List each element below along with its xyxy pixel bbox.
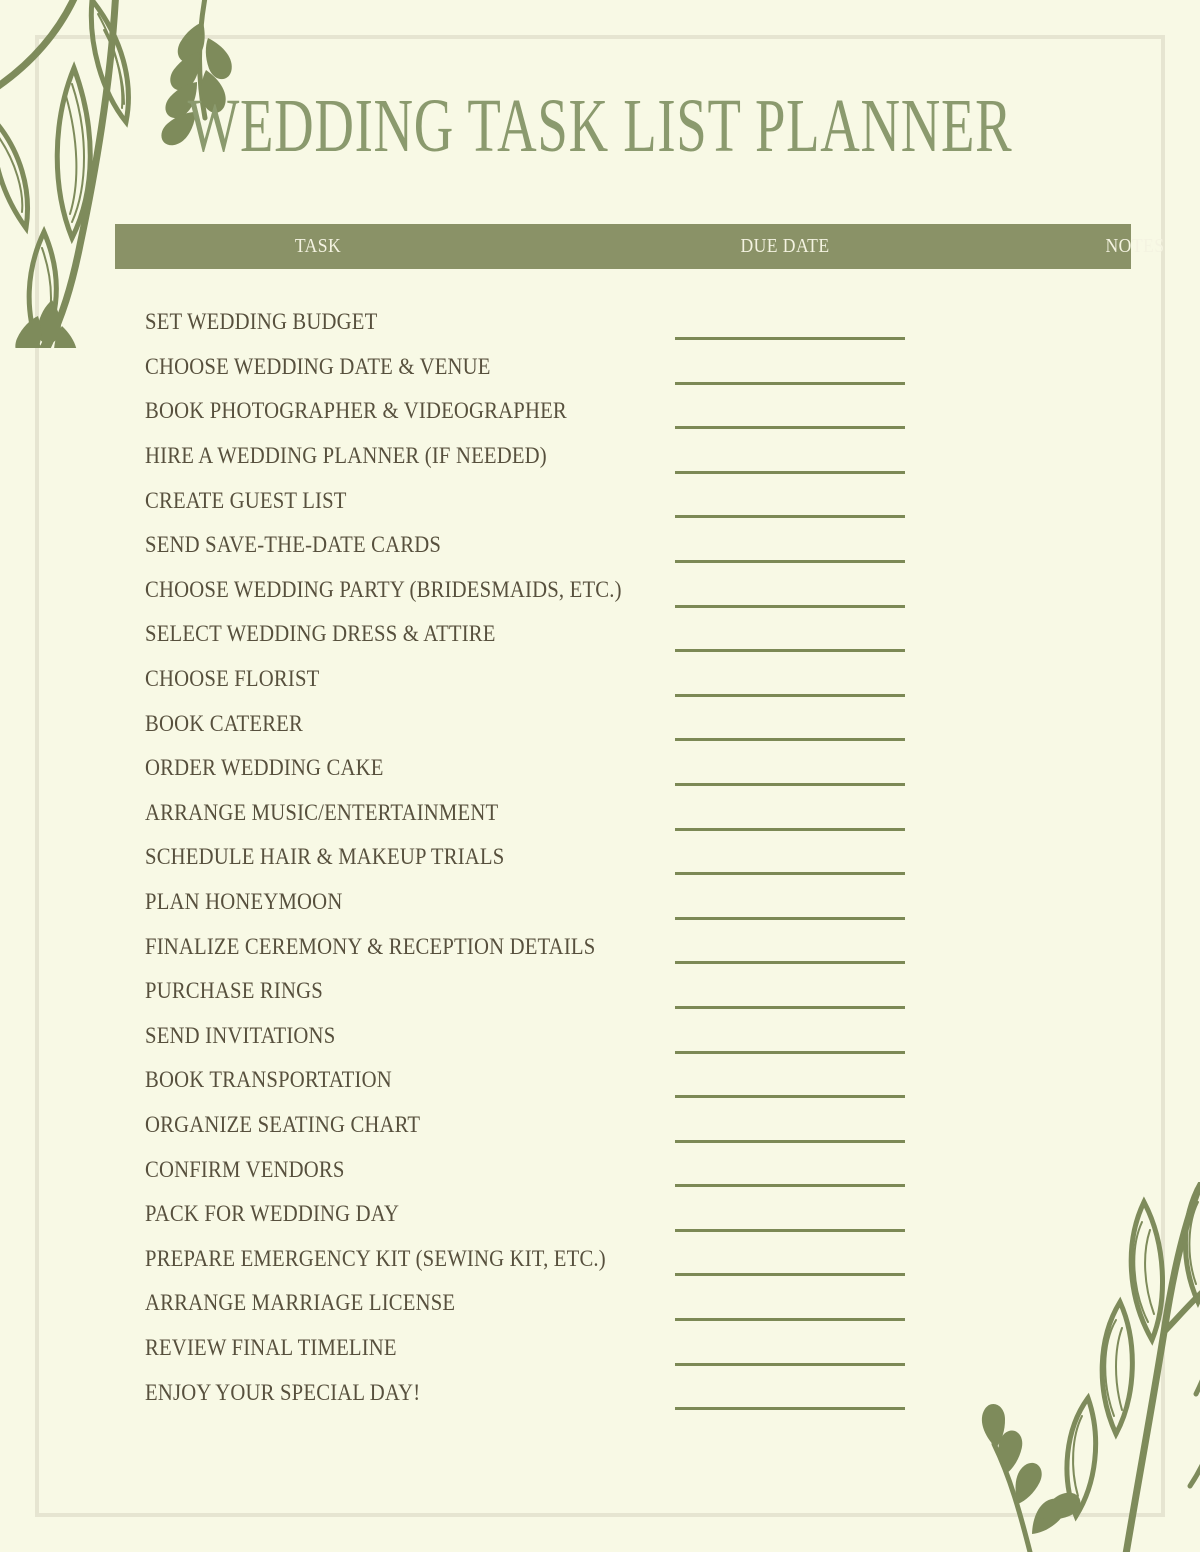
task-row	[115, 1281, 1131, 1326]
column-header-notes: NOTES	[1105, 235, 1165, 257]
task-label: CHOOSE FLORIST	[145, 666, 320, 692]
task-label: CREATE GUEST LIST	[145, 487, 347, 513]
task-label: ORDER WEDDING CAKE	[145, 755, 384, 781]
task-row	[115, 1192, 1131, 1237]
due-date-line	[675, 1140, 905, 1143]
task-row	[115, 1326, 1131, 1371]
foliage-top-left-icon	[0, 0, 300, 348]
task-row	[115, 389, 1131, 434]
due-date-line	[675, 1363, 905, 1366]
task-row	[115, 523, 1131, 568]
due-date-line	[675, 1006, 905, 1009]
due-date-line	[675, 828, 905, 831]
task-row	[115, 568, 1131, 613]
task-row	[115, 969, 1131, 1014]
due-date-line	[675, 649, 905, 652]
task-label: FINALIZE CEREMONY & RECEPTION DETAILS	[145, 933, 596, 959]
task-label: CONFIRM VENDORS	[145, 1156, 345, 1182]
task-row	[115, 657, 1131, 702]
due-date-line	[675, 560, 905, 563]
task-label: PACK FOR WEDDING DAY	[145, 1201, 400, 1227]
task-row	[115, 612, 1131, 657]
task-label: SELECT WEDDING DRESS & ATTIRE	[145, 621, 496, 647]
task-label: ARRANGE MUSIC/ENTERTAINMENT	[145, 799, 499, 825]
due-date-line	[675, 382, 905, 385]
due-date-line	[675, 1051, 905, 1054]
task-row	[115, 1236, 1131, 1281]
task-label: SCHEDULE HAIR & MAKEUP TRIALS	[145, 844, 505, 870]
due-date-line	[675, 1095, 905, 1098]
task-label: SEND INVITATIONS	[145, 1022, 336, 1048]
column-header-task: TASK	[294, 235, 342, 257]
due-date-line	[675, 515, 905, 518]
column-header-due-date: DUE DATE	[740, 235, 830, 257]
due-date-line	[675, 1318, 905, 1321]
due-date-line	[675, 1407, 905, 1410]
due-date-line	[675, 426, 905, 429]
due-date-line	[675, 1229, 905, 1232]
task-label: PLAN HONEYMOON	[145, 889, 343, 915]
due-date-line	[675, 917, 905, 920]
task-row	[115, 746, 1131, 791]
task-row	[115, 880, 1131, 925]
due-date-line	[675, 783, 905, 786]
task-row	[115, 434, 1131, 479]
task-label: BOOK TRANSPORTATION	[145, 1067, 392, 1093]
task-label: PURCHASE RINGS	[145, 978, 323, 1004]
task-label: CHOOSE WEDDING PARTY (BRIDESMAIDS, ETC.)	[145, 576, 622, 602]
task-rows	[115, 300, 1131, 1415]
task-label: BOOK CATERER	[145, 710, 304, 736]
task-label: HIRE A WEDDING PLANNER (IF NEEDED)	[145, 443, 547, 469]
due-date-line	[675, 605, 905, 608]
task-label: SEND SAVE-THE-DATE CARDS	[145, 532, 442, 558]
task-row	[115, 791, 1131, 836]
due-date-line	[675, 694, 905, 697]
task-row	[115, 924, 1131, 969]
task-label: REVIEW FINAL TIMELINE	[145, 1334, 397, 1360]
task-row	[115, 300, 1131, 345]
task-row	[115, 701, 1131, 746]
task-label: ARRANGE MARRIAGE LICENSE	[145, 1290, 456, 1316]
table-header-bar	[115, 224, 1165, 269]
due-date-line	[675, 1273, 905, 1276]
task-row	[115, 1014, 1131, 1059]
due-date-line	[675, 738, 905, 741]
task-label: ORGANIZE SEATING CHART	[145, 1111, 421, 1137]
task-label: SET WEDDING BUDGET	[145, 309, 378, 335]
task-label: ENJOY YOUR SPECIAL DAY!	[145, 1379, 421, 1405]
due-date-line	[675, 1184, 905, 1187]
task-row	[115, 1147, 1131, 1192]
due-date-line	[675, 872, 905, 875]
page-title: WEDDING TASK LIST PLANNER	[187, 84, 1013, 168]
task-row	[115, 1103, 1131, 1148]
task-row	[115, 1370, 1131, 1415]
due-date-line	[675, 961, 905, 964]
due-date-line	[675, 471, 905, 474]
due-date-line	[675, 337, 905, 340]
task-row	[115, 478, 1131, 523]
task-label: CHOOSE WEDDING DATE & VENUE	[145, 353, 491, 379]
task-row	[115, 1058, 1131, 1103]
task-row	[115, 345, 1131, 390]
task-label: PREPARE EMERGENCY KIT (SEWING KIT, ETC.)	[145, 1245, 606, 1271]
task-row	[115, 835, 1131, 880]
task-label: BOOK PHOTOGRAPHER & VIDEOGRAPHER	[145, 398, 567, 424]
